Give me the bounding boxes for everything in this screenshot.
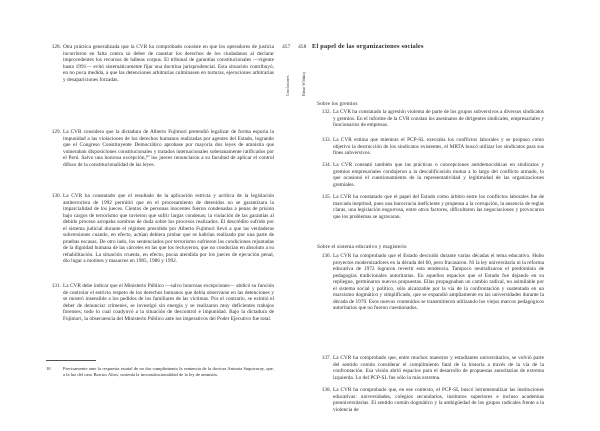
paragraph-number: 135. [321, 194, 331, 200]
paragraph-133 [321, 137, 544, 157]
paragraph-text: La CVR ha constatado la agresión violenta de parte de los grupos subversivos a diversos sindicatos y gremios. En el informe de la CVR constan los asesinatos de dirigentes sindicales, empresariales y funcionarios de empresas. [333, 109, 544, 129]
paragraph-text: La CVR ha comprobado que, en ese contexto, el PCP-SL buscó intrumentalizar las instituciones educativas: universidades, colegios secundarios, institutos superiores e incluso academias preuniversitarias. El sentido común dogmático y la ambigüedad de los grupos radicales frente a la violencia de [333, 387, 544, 413]
paragraph-134 [321, 162, 544, 188]
paragraph-text: La CVR considera que la dictadura de Alberto Fujimori pretendió legalizar de forma espuria la impunidad a las violaciones de los derechos humanos realizadas por agentes del Estado, logrando que el Congreso Constituyente Democrático aprobase por mayoría dos leyes de amnistía que vulneraban disposiciones constitucionales y tratados internacionales soberanamente ratificados por el Perú. Salvo una honrosa excepción,¹⁰ los jueces renunciaron a su facultad de aplicar el control difuso de la constitucionalidad de las leyes. [63, 129, 274, 168]
paragraph-135 [321, 194, 544, 220]
running-head: Hatun Willakuy [302, 71, 306, 96]
running-head: Conclusiones [286, 75, 290, 96]
section-heading: Sobre el sistema educativo y magisterio [317, 244, 407, 250]
paragraph-129 [51, 129, 274, 168]
paragraph-number: 138. [321, 387, 331, 393]
paragraph-text: La CVR ha constatado que el resultado de la aplicación estricta y acrítica de la legislación antiterrorista de 1992 permitió que en el procesamiento de detenidos no se garantizara la imparcialidad de los jueces. Cientos de personas inocentes fueron condenadas a penas de prisión bajo cargos de terrorismo que tuvieron que sufrir largas condenas; la violación de las garantías al debido proceso arropaba sombras de duda sobre los procesos realizados. El descrédito sufrido por el sistema judicial durante el régimen presidido por Alberto Fujimori llevó a que las verdaderas subversiones cuando, en efecto, actúan debiera probar que se habrían realizado por una parte de pruebas escasas. De otro lado, los sentenciados por terrorismo sufrieron las condiciones rejuntadas de la dignidad humana de las cárceles en las que los recluyeron, que no conducían en absoluto a su rehabilitación. La situación cruenta, en efecto, pocas atendida por los jueces de ejecución penal, dio lugar a motines y masacres en 1985, 1986 y 1992. [63, 193, 274, 265]
footnote-number: 10 [46, 366, 51, 371]
paragraph-text: La CVR debe indicar que el Ministerio Público —salvo honrosas excepciones— abdicó su función de controlar el estricto respeto de los derechos humanos que debía observarse en las detenciones y se mostró insensible a los pedidos de los familiares de las víctimas. Por el contrario, se eximió el deber de denunciar crímenes, se investigó sin energía y se realizaron muy deficientes trabajos forenses; todo lo cual coadyuvó a la situación de descontrol e impunidad. Bajo la dictadura de Fujimori, la obsecuencia del Ministerio Público ante los imperativos del Poder Ejecutivo fue total. [63, 283, 274, 322]
footnote-text: Precisamente ante la respuesta estatal de no dar cumplimiento la sentencia de la doctora Antonia Saquicuray, que, a la luz del caso Barrios Altos, sostenía la inconstitucionalidad de la ley de amnistía. [63, 366, 274, 377]
paragraph-131 [51, 283, 274, 322]
paragraph-number: 133. [321, 137, 331, 143]
paragraph-138 [321, 387, 544, 413]
paragraph-text: La CVR estima que mientras el PCP-SL execraba los conflictos laborales y se propuso como objetivo la destrucción de los sindicatos existentes, el MRTA buscó utilizar los sindicatos para sus fines subversivos. [333, 137, 544, 157]
paragraph-137 [321, 355, 544, 381]
page-number: 457 [282, 44, 291, 50]
paragraph-text: La CVR ha comprobado que, entre muchos maestros y estudiantes universitarios, se volvió parte del sentido común considerar el cumplimiento fatal de la historia a través de la vía de la confrontación. Esa visión abrió espacios para el desarrollo de propuestas autoritarias de extrema izquierda. Lo del PCP-SL fue sólo la más extrema. [333, 355, 544, 381]
section-heading: Sobre los gremios [317, 101, 358, 107]
chapter-title: El papel de las organizaciones sociales [312, 43, 424, 50]
paragraph-number: 129. [51, 129, 61, 135]
paragraph-136 [321, 253, 544, 312]
paragraph-132 [321, 109, 544, 129]
footnote-divider [46, 360, 96, 361]
paragraph-number: 132. [321, 109, 331, 115]
paragraph-number: 131. [51, 283, 61, 289]
paragraph-128 [51, 44, 274, 83]
paragraph-number: 136. [321, 253, 331, 259]
paragraph-text: La CVR constató también que las prácticas o concepciones antidemocráticas en sindicatos y gremios empresariales condujeron a la descalificación mutua a lo largo del conflicto armado, lo que ocasionó el cuestionamiento de la representatividad y legitimidad de las organizaciones gremiales. [333, 162, 544, 188]
paragraph-text: La CVR ha comprobado que el Estado descuidó durante varias décadas el tema educativo. Hubo proyectos modernizadores en la década del 60, pero fracasaron. Ni la ley universitaria ni la reforma educativa de 1972 lograron revertir esta tendencia. Tampoco neutralizaron el predominio de pedagogías tradicionales autoritarias. En aquellos espacios que el Estado fue dejando en su repliegue, germinaron nuevos propuestas. Ellas propugnaban un cambio radical, no asimilable por el sistema social y político, sólo alcanzable por la vía de la confrontación y sustentado en un marxismo dogmático y simplificado, que se expandió ampliamente en las universidades durante la década de 1970. Esos nuevos contenidos se transmitieron utilizando los viejos marcos pedagógicos autoritarios que no fueron cuestionados. [333, 253, 544, 312]
paragraph-number: 128. [51, 44, 61, 50]
paragraph-number: 134. [321, 162, 331, 168]
paragraph-130 [51, 193, 274, 265]
right-page [300, 0, 600, 431]
page-number: 458 [298, 44, 307, 50]
paragraph-text: La CVR ha constatado que el papel del Estado como árbitro entre los conflictos laborales fue de marcada ineptitud, pues una burocracia ineficiente y propensa a la corrupción, la ausencia de reglas claras, una legislación engorrosa, entre otros factores, dificultaron las negociaciones y provocaron que los problemas se agravaran. [333, 194, 544, 220]
paragraph-number: 137. [321, 355, 331, 361]
paragraph-text: Otra práctica generalizada que la CVR ha comprobado consiste en que los operadores de justicia incurrieron en falta contra su deber de cautelar los derechos de los ciudadanos al declarar improcedentes los recursos de hábeas corpus. El tribunal de garantías constitucionales —vigente hasta 1991— evitó sistemáticamente fijar una doctrina jurisprudencial. Esta situación contribuyó, en no poca medida, a que las detenciones arbitrarias culminasen en torturas, ejecuciones arbitrarias y desapariciones forzadas. [63, 44, 274, 83]
paragraph-number: 130. [51, 193, 61, 199]
